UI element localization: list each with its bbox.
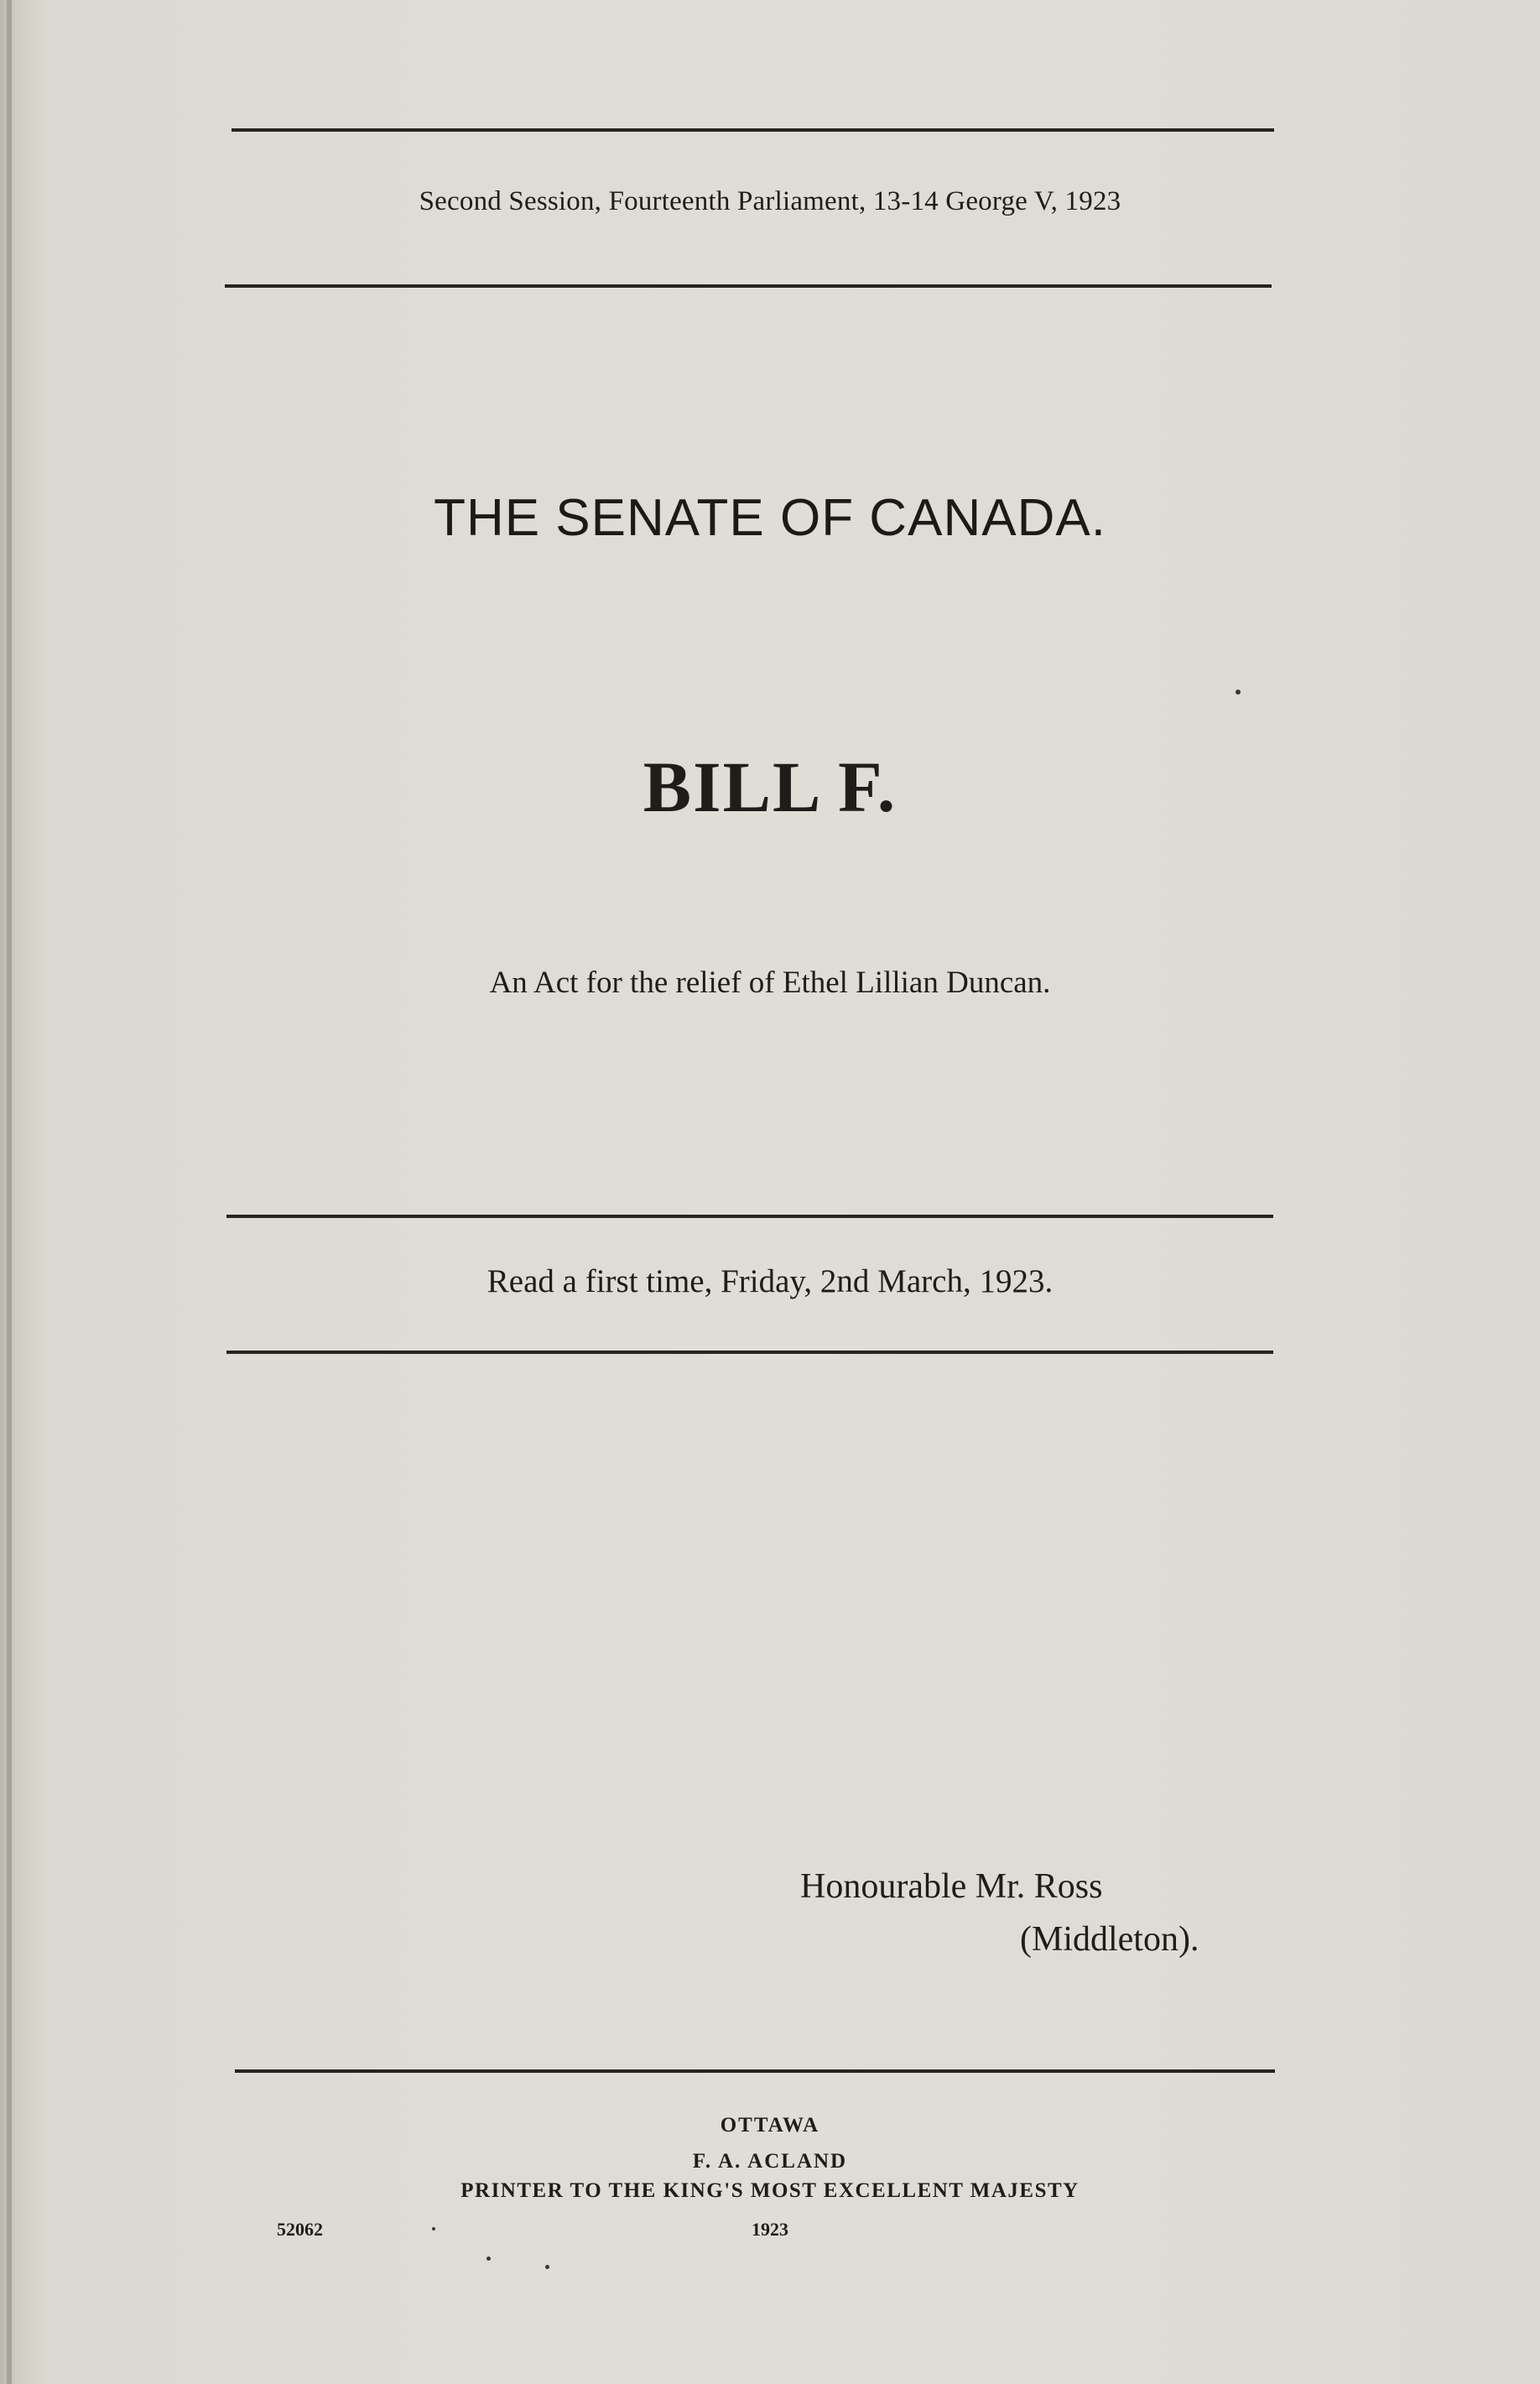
- top-rule-1: [232, 128, 1274, 132]
- imprint-year: 1923: [752, 2219, 788, 2240]
- middle-rule-2: [226, 1351, 1273, 1354]
- act-title: An Act for the relief of Ethel Lillian Duncan.: [489, 966, 1051, 1000]
- binding-edge: [7, 0, 12, 2384]
- document-number: 52062: [277, 2219, 323, 2240]
- imprint-printer-title: PRINTER TO THE KING'S MOST EXCELLENT MAJESTY: [460, 2179, 1080, 2202]
- sponsor-name: Honourable Mr. Ross: [800, 1867, 1103, 1906]
- middle-rule-1: [226, 1215, 1273, 1218]
- first-reading-line: Read a first time, Friday, 2nd March, 1923.: [486, 1263, 1054, 1299]
- paper-speck: [1236, 690, 1241, 695]
- top-rule-2: [225, 284, 1272, 288]
- session-line: Second Session, Fourteenth Parliament, 13-14 George V, 1923: [419, 186, 1121, 216]
- sponsor-riding: (Middleton).: [1020, 1920, 1199, 1959]
- imprint-printer-name: F. A. ACLAND: [692, 2150, 848, 2173]
- senate-heading: THE SENATE OF CANADA.: [434, 489, 1106, 547]
- imprint-city: OTTAWA: [720, 2114, 820, 2137]
- paper-speck: [486, 2256, 491, 2261]
- paper-speck: [545, 2265, 549, 2269]
- paper-speck: [432, 2227, 435, 2230]
- bottom-rule: [235, 2069, 1275, 2073]
- bill-title: BILL F.: [643, 747, 897, 827]
